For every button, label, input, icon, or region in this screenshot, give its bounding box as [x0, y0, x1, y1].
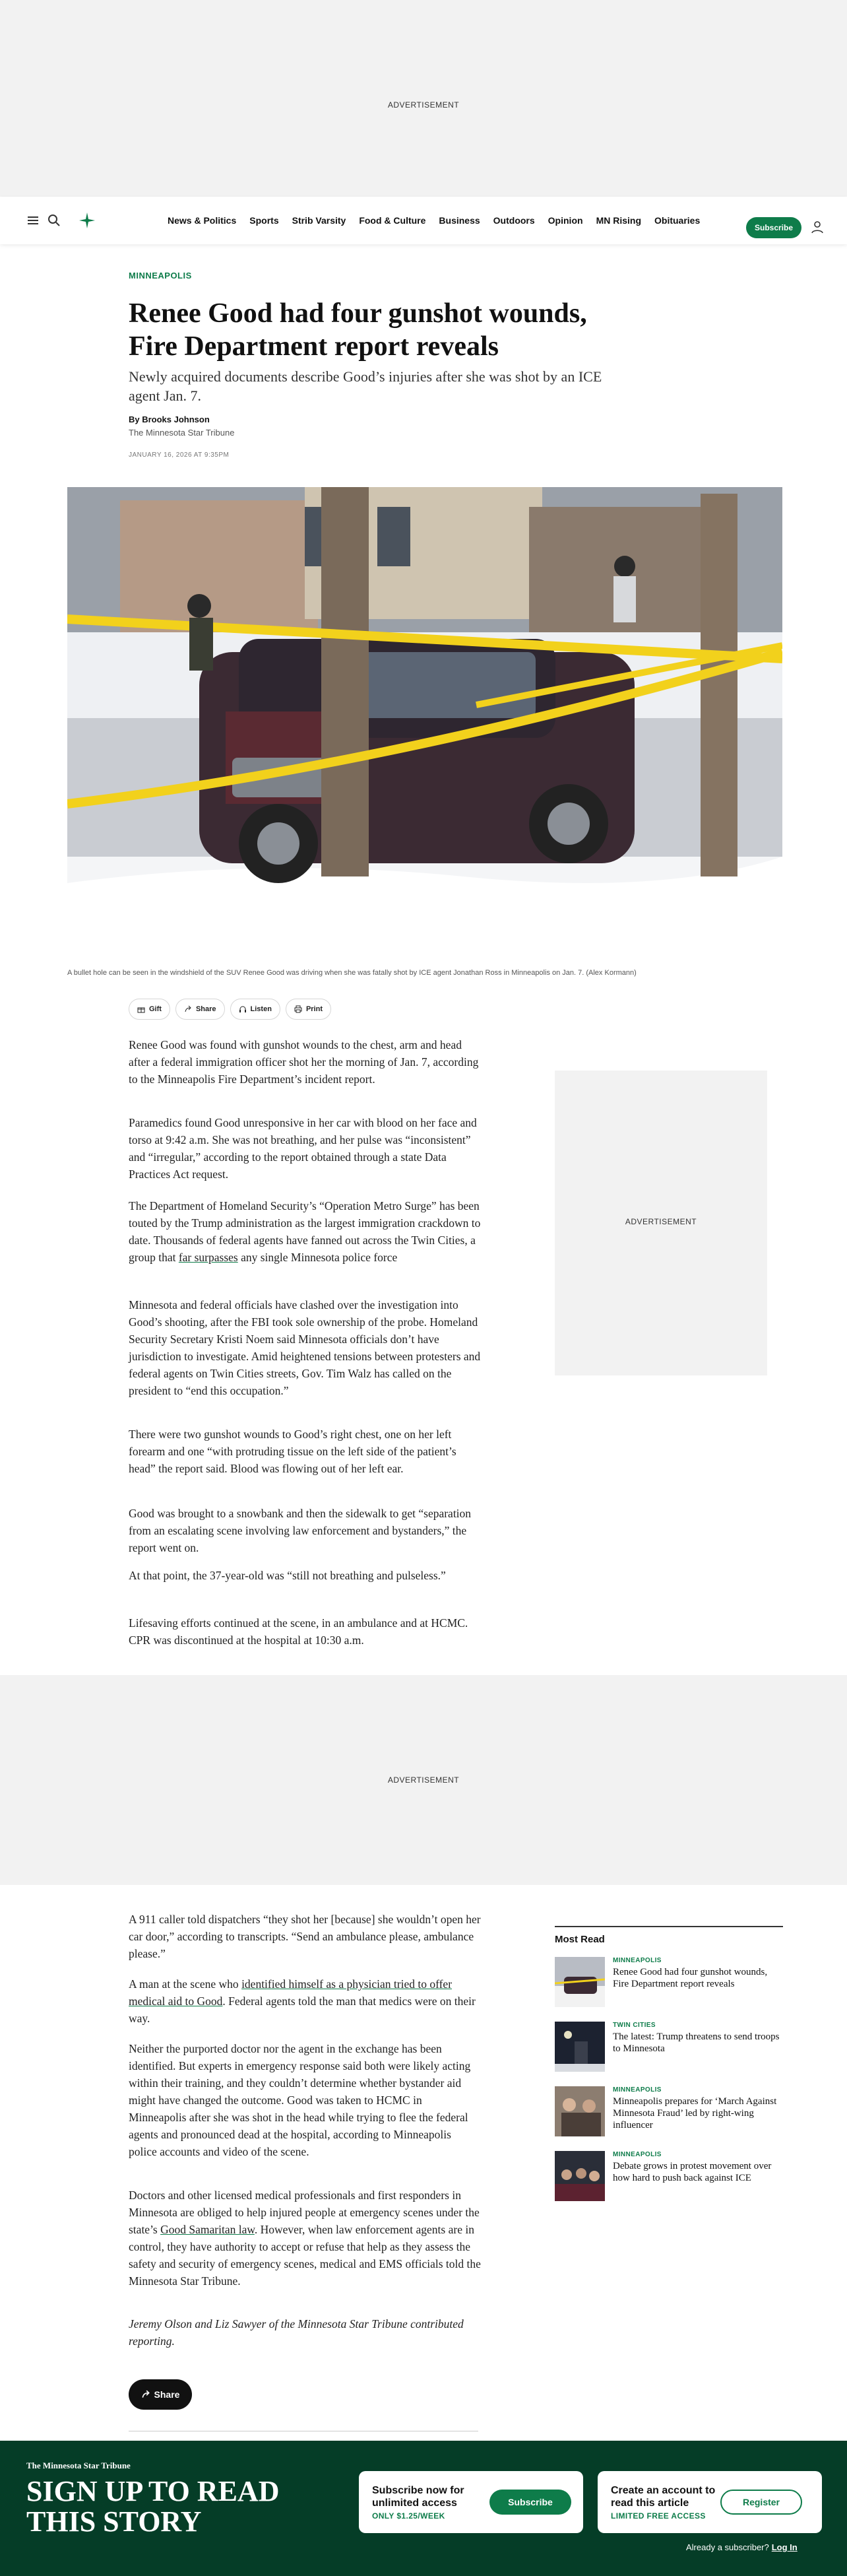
paywall-logo: The Minnesota Star Tribune	[26, 2460, 131, 2470]
listen-button[interactable]	[230, 999, 280, 1020]
register-card-title: Create an account to read this article	[611, 2485, 716, 2509]
most-read-thumbnail[interactable]	[555, 2151, 605, 2201]
nav-link-obituaries[interactable]: Obituaries	[654, 215, 701, 226]
good-samaritan-law-link[interactable]: Good Samaritan law	[160, 2223, 255, 2236]
paragraph-text: . However, when law enforcement agents are in control, they have authority to accept or refuse that help as they assess the safety and security of emergency scenes, medical and EMS officials told the Minnesota Star Tribune.	[129, 2223, 481, 2288]
nav-link-business[interactable]: Business	[439, 215, 480, 226]
article-tools	[129, 999, 331, 1020]
article-paragraph	[129, 1975, 481, 2027]
register-card-sub: LIMITED FREE ACCESS	[611, 2511, 706, 2521]
gift-icon	[137, 1005, 145, 1013]
menu-icon[interactable]	[25, 213, 41, 228]
most-read-headline[interactable]: Debate grows in protest movement over how hard to push back against ICE	[613, 2161, 772, 2183]
share-button[interactable]	[175, 999, 225, 1020]
lead-photo	[67, 487, 782, 964]
most-read-item[interactable]	[555, 2022, 783, 2072]
article-paragraph: Lifesaving efforts continued at the scene, in an ambulance and at HCMC. CPR was discontinued at the hospital at 10:30 a.m.	[129, 1616, 468, 1647]
subscribe-card-price: ONLY $1.25/WEEK	[372, 2511, 445, 2521]
most-read-thumbnail[interactable]	[555, 2022, 605, 2072]
user-account-icon[interactable]	[810, 220, 825, 234]
most-read-tag: MINNEAPOLIS	[613, 2086, 662, 2094]
gift-label: Gift	[149, 1005, 162, 1013]
search-icon[interactable]	[46, 213, 62, 228]
most-read-item[interactable]	[555, 1957, 783, 2007]
nav-link-food-culture[interactable]: Food & Culture	[359, 215, 426, 226]
login-link[interactable]: Log In	[771, 2542, 798, 2552]
bottom-share-label: Share	[154, 2389, 180, 2400]
listen-label: Listen	[250, 1005, 272, 1013]
article-paragraph: Good was brought to a snowbank and then the sidewalk to get “separation from an escalating scene involving law enforcement and bystanders,” the report went on.	[129, 1507, 472, 1554]
bottom-share-button[interactable]	[129, 2379, 192, 2410]
most-read-module	[555, 1926, 783, 2216]
article-paragraph: There were two gunshot wounds to Good’s right chest, one on her left forearm and one “with protruding tissue on the left side of the patient’s head” the report said. Blood was flowing out of her left ear.	[129, 1428, 456, 1475]
far-surpasses-link[interactable]: far surpasses	[178, 1251, 238, 1264]
subscribe-button[interactable]: Subscribe	[746, 217, 801, 238]
nav-link-opinion[interactable]: Opinion	[548, 215, 583, 226]
already-subscriber-text: Already a subscriber?	[686, 2542, 769, 2552]
article-paragraph: Minnesota and federal officials have clashed over the investigation into Good’s shooting, after the FBI took sole ownership of the probe. Homeland Security Secretary Kristi Noem said Minnesota officials don’t have jurisdiction to investigate. Amid heightened tensions between protesters and federal agents on Twin Cities streets, Gov. Tim Walz has called on the president to “end this occupation.”	[129, 1298, 481, 1397]
most-read-thumbnail[interactable]	[555, 1957, 605, 2007]
nav-link-outdoors[interactable]: Outdoors	[493, 215, 535, 226]
most-read-tag: MINNEAPOLIS	[613, 1957, 662, 1964]
most-read-item[interactable]	[555, 2151, 783, 2201]
print-label: Print	[305, 1005, 323, 1013]
mid-advertisement	[0, 1675, 847, 1885]
paragraph-text: any single Minnesota police force	[237, 1251, 398, 1264]
already-subscriber	[686, 2542, 798, 2552]
headphones-icon	[239, 1005, 247, 1013]
register-button[interactable]: Register	[720, 2490, 802, 2515]
most-read-tag: MINNEAPOLIS	[613, 2151, 662, 2158]
paragraph-text: The Department of Homeland Security’s “Operation Metro Surge” has been touted by the Trump administration as the largest immigration crackdown to date. Thousands of federal agents have fanned out across the Twin Cities, a group that	[129, 1199, 481, 1264]
article-paragraph: Neither the purported doctor nor the agent in the exchange has been identified. But experts in emergency response said both were likely acting within their training, and they couldn’t determine whether bystander aid might have changed the outcome. Good was taken to HCMC in Minneapolis after she was shot in the head while trying to flee the federal agents and pronounced dead at the hospital, according to Minneapolis police accounts and video of the scene.	[129, 2042, 471, 2158]
print-icon	[294, 1005, 302, 1013]
top-advertisement	[0, 0, 847, 197]
photo-caption: A bullet hole can be seen in the windshield of the SUV Renee Good was driving when she was fatally shot by ICE agent Jonathan Ross in Minneapolis on Jan. 7. (Alex Kormann)	[67, 969, 637, 977]
subscribe-card-title: Subscribe now for unlimited access	[372, 2485, 464, 2509]
nav-link-news-politics[interactable]: News & Politics	[168, 215, 237, 226]
article-paragraph: Renee Good was found with gunshot wounds to the chest, arm and head after a federal immigration officer shot her the morning of Jan. 7, according to the Minneapolis Fire Department’s incident report.	[129, 1038, 479, 1086]
sidebar-advertisement	[555, 1071, 767, 1375]
nav-link-mn-rising[interactable]: MN Rising	[596, 215, 642, 226]
publish-date: JANUARY 16, 2026 AT 9:35PM	[129, 451, 230, 459]
most-read-headline[interactable]: The latest: Trump threatens to send troops to Minnesota	[613, 2031, 780, 2054]
byline-org: The Minnesota Star Tribune	[129, 428, 235, 438]
section-tag[interactable]: MINNEAPOLIS	[129, 271, 192, 281]
ad-label: ADVERTISEMENT	[625, 1217, 697, 1226]
paragraph-text: . Federal agents told the man that medics were on their way.	[129, 1995, 476, 2025]
most-read-item[interactable]	[555, 2086, 783, 2136]
print-button[interactable]	[286, 999, 331, 1020]
paywall-headline: SIGN UP TO READ THIS STORY	[26, 2475, 280, 2538]
article-dek: Newly acquired documents describe Good’s injuries after she was shot by an ICE agent Jan. 7.	[129, 368, 602, 404]
article-paragraph	[129, 1197, 481, 1266]
page-title: Renee Good had four gunshot wounds, Fire Department report reveals	[129, 298, 587, 362]
nav-link-strib-varsity[interactable]: Strib Varsity	[292, 215, 346, 226]
ad-label: ADVERTISEMENT	[387, 1775, 460, 1785]
most-read-headline[interactable]: Renee Good had four gunshot wounds, Fire Department report reveals	[613, 1967, 768, 1989]
star-tribune-logo-icon[interactable]	[78, 211, 96, 230]
byline-author[interactable]: By Brooks Johnson	[129, 414, 210, 424]
most-read-title: Most Read	[555, 1934, 605, 1945]
gift-button[interactable]	[129, 999, 170, 1020]
most-read-thumbnail[interactable]	[555, 2086, 605, 2136]
most-read-tag: TWIN CITIES	[613, 2022, 656, 2029]
article-paragraph: A 911 caller told dispatchers “they shot her [because] she wouldn’t open her car door,” according to transcripts. “Send an ambulance please, ambulance please.”	[129, 1913, 481, 1960]
article-paragraph: Paramedics found Good unresponsive in her car with blood on her face and torso at 9:42 a.m. She was not breathing, and her pulse was “inconsistent” and “irregular,” according to the report obtained through a state Data Practices Act request.	[129, 1116, 477, 1181]
paywall-subscribe-button[interactable]: Subscribe	[489, 2490, 571, 2515]
paragraph-text: A man at the scene who	[129, 1977, 242, 1991]
ad-label: ADVERTISEMENT	[387, 100, 460, 110]
article-paragraph: At that point, the 37-year-old was “still not breathing and pulseless.”	[129, 1569, 446, 1582]
paragraph-text: Doctors and other licensed medical professionals and first responders in Minnesota are obliged to help injured people at emergency scenes under the state’s	[129, 2189, 480, 2236]
register-card	[598, 2471, 822, 2533]
nav-link-sports[interactable]: Sports	[249, 215, 279, 226]
article-paragraph	[129, 2187, 481, 2290]
share-label: Share	[195, 1005, 216, 1013]
share-icon	[141, 2390, 150, 2399]
lead-photo-illustration	[67, 487, 782, 964]
main-navbar	[0, 197, 847, 244]
nav-links	[168, 197, 700, 244]
most-read-headline[interactable]: Minneapolis prepares for ‘March Against Minnesota Fraud’ led by right-wing influencer	[613, 2096, 777, 2130]
physician-link[interactable]: identified himself as a physician tried to offer medical aid to Good	[129, 1977, 453, 2008]
contributor-credit: Jeremy Olson and Liz Sawyer of the Minnesota Star Tribune contributed reporting.	[129, 2317, 464, 2348]
share-icon	[184, 1005, 192, 1013]
subscribe-card	[359, 2471, 583, 2533]
